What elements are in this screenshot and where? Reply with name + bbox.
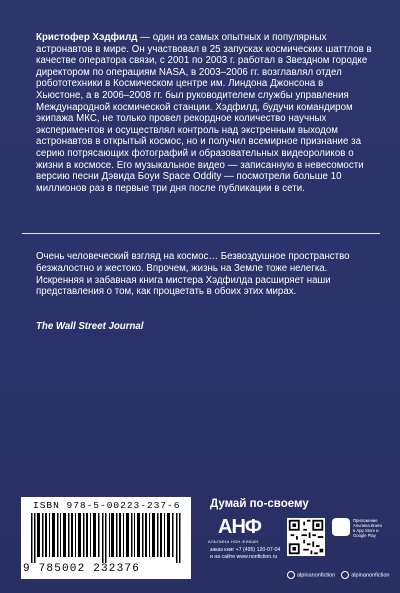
social-handle-1: alpinanonfiction — [297, 572, 336, 579]
order-phone: заказ книг +7 (495) 120-07-04 — [210, 547, 281, 553]
publisher-site: и на сайте www.nonfiction.ru — [210, 554, 278, 560]
review-source: The Wall Street Journal — [36, 321, 144, 332]
barcode-bars — [31, 513, 181, 563]
social-item-1 — [287, 571, 335, 579]
barcode-number: 9 785002 232376 — [23, 563, 141, 575]
qr-code-icon — [287, 518, 325, 556]
vk-icon — [341, 571, 349, 579]
author-bio — [36, 32, 372, 194]
barcode-label — [21, 497, 191, 579]
social-links — [287, 571, 389, 579]
app-promo-text: Приложение Альпина.Книги в App Store и Google Play — [353, 518, 382, 538]
telegram-icon — [287, 571, 295, 579]
social-handle-2: alpinanonfiction — [351, 572, 390, 579]
author-name: Кристофер Хэдфилд — [36, 32, 138, 43]
app-icon — [332, 518, 350, 536]
isbn-text: ISBN 978-5-00223-237-6 — [33, 500, 181, 511]
publisher-logo-mark: АНФ — [218, 516, 261, 538]
publisher-slogan: Думай по-своему — [210, 498, 309, 510]
author-bio-text: — один из самых опытных и популярных астронавтов в мире. Он участвовал в 25 запусках космических шаттлов в качестве оператора связи, с 2001 по 2003 г. работал в Звездном городке директором по операциям NASA, в 2003–2006 гг. возглавлял отдел робототехники в Космическом центре им. Линдона Джонсона в Хьюстоне, а в 2006–2008 гг. был руководителем службы управления Международной космической станции. Хэдфилд, будучи командиром экипажа МКС, не только провел рекордное количество научных экспериментов и осуществлял контроль над экстренным выходом астронавтов в открытый космос, но и получил всемирное признание за серию потрясающих фотографий и образовательных видеороликов о жизни в космосе. Его музыкальное видео — записанную в невесомости версию песни Дэвида Боуи Space Oddity — посмотрели больше 10 миллионов раз в первые три дня после публикации в сети. — [36, 32, 372, 194]
divider — [22, 233, 380, 234]
publisher-logo — [208, 516, 266, 546]
social-item-2 — [341, 571, 389, 579]
review-quote: Очень человеческий взгляд на космос… Безвоздушное пространство безжалостно и жестоко. Впрочем, жизнь на Земле тоже нелегка. Искренняя и забавная книга мистера Хэдфилда расширяет наши представления о том, как процветать в обоих этих мирах. — [36, 251, 350, 298]
publisher-logo-name: АЛЬПИНА НОН-ФИКШН — [208, 539, 259, 544]
publisher-contacts — [210, 547, 290, 561]
